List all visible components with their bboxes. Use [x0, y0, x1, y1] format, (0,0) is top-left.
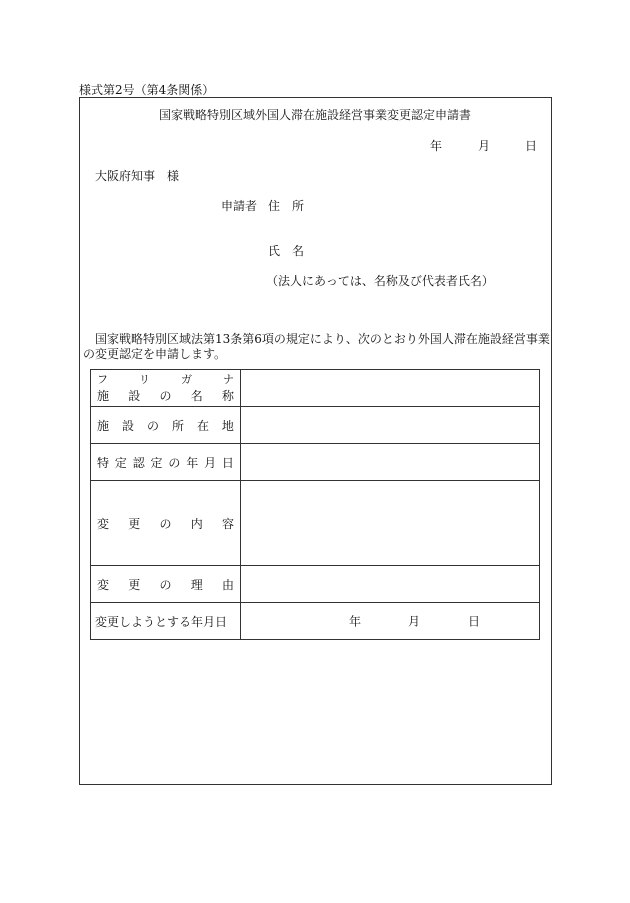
address-label: 住 所	[268, 199, 305, 213]
change-reason-field[interactable]	[241, 566, 540, 603]
label-char: 称	[221, 389, 234, 403]
label-char: 設	[128, 389, 141, 403]
table-row	[91, 603, 540, 640]
label-char: 特	[97, 455, 110, 470]
label-char: 更	[128, 577, 141, 592]
label-char: 在	[196, 418, 209, 433]
label-char: フ	[97, 373, 108, 386]
specific-date-label	[97, 454, 234, 471]
change-reason-label-cell	[91, 566, 241, 603]
date-year-label: 年	[430, 139, 443, 153]
label-char: 由	[221, 577, 234, 592]
date-day-label: 日	[525, 139, 538, 153]
label-char: ガ	[181, 373, 192, 386]
date-month-label: 月	[478, 139, 491, 153]
location-label-cell	[91, 407, 241, 444]
label-char: 設	[121, 418, 134, 433]
label-char: 内	[190, 516, 203, 531]
label-char: 定	[150, 455, 163, 470]
label-char: ナ	[223, 373, 234, 386]
label-char: 年	[186, 455, 199, 470]
table-row	[91, 370, 540, 407]
label-char: 地	[221, 418, 234, 433]
form-number: 様式第2号（第4条関係）	[79, 83, 215, 97]
corporate-note: （法人にあっては、名称及び代表者氏名）	[266, 274, 494, 288]
label-char: の	[168, 455, 181, 470]
label-char: 定	[114, 455, 127, 470]
change-date-label-cell	[91, 603, 241, 640]
specific-date-label-cell	[91, 444, 241, 481]
application-details-table	[90, 369, 540, 640]
change-date-year-label: 年	[349, 614, 362, 629]
name-label: 氏 名	[268, 244, 305, 258]
label-char: の	[159, 516, 172, 531]
furigana-label	[97, 372, 234, 388]
label-char: 施	[97, 418, 110, 433]
change-content-label	[97, 515, 234, 532]
change-reason-label	[97, 576, 234, 593]
label-char: 理	[190, 577, 203, 592]
change-date-day-label: 日	[468, 614, 481, 629]
table-row	[91, 566, 540, 603]
facility-name-field[interactable]	[241, 370, 540, 407]
facility-name-label-cell	[91, 370, 241, 407]
change-content-label-cell	[91, 481, 241, 566]
label-char: 変	[97, 516, 110, 531]
table-row	[91, 444, 540, 481]
change-date-label: 変更しようとする年月日	[95, 614, 228, 629]
form-title: 国家戦略特別区域外国人滞在施設経営事業変更認定申請書	[158, 108, 471, 122]
label-char: の	[146, 418, 159, 433]
table-row	[91, 407, 540, 444]
location-label	[97, 417, 234, 434]
location-field[interactable]	[241, 407, 540, 444]
label-char: 月	[204, 455, 217, 470]
label-char: 日	[221, 455, 234, 470]
label-char: リ	[139, 373, 150, 386]
addressee: 大阪府知事 様	[95, 169, 180, 183]
label-char: の	[159, 389, 172, 403]
label-char: 所	[171, 418, 184, 433]
change-date-field[interactable]	[241, 603, 540, 640]
specific-date-field[interactable]	[241, 444, 540, 481]
facility-name-label	[97, 388, 234, 404]
table-row	[91, 481, 540, 566]
label-char: 容	[221, 516, 234, 531]
label-char: 更	[128, 516, 141, 531]
change-date-month-label: 月	[408, 614, 421, 629]
label-char: 名	[190, 389, 203, 403]
label-char: 施	[97, 389, 110, 403]
label-char: 変	[97, 577, 110, 592]
application-statement: 国家戦略特別区域法第13条第6項の規定により、次のとおり外国人滞在施設経営事業の変更認定を申請します。	[83, 332, 550, 361]
label-char: 認	[132, 455, 145, 470]
applicant-label: 申請者	[221, 199, 258, 213]
label-char: の	[159, 577, 172, 592]
change-content-field[interactable]	[241, 481, 540, 566]
